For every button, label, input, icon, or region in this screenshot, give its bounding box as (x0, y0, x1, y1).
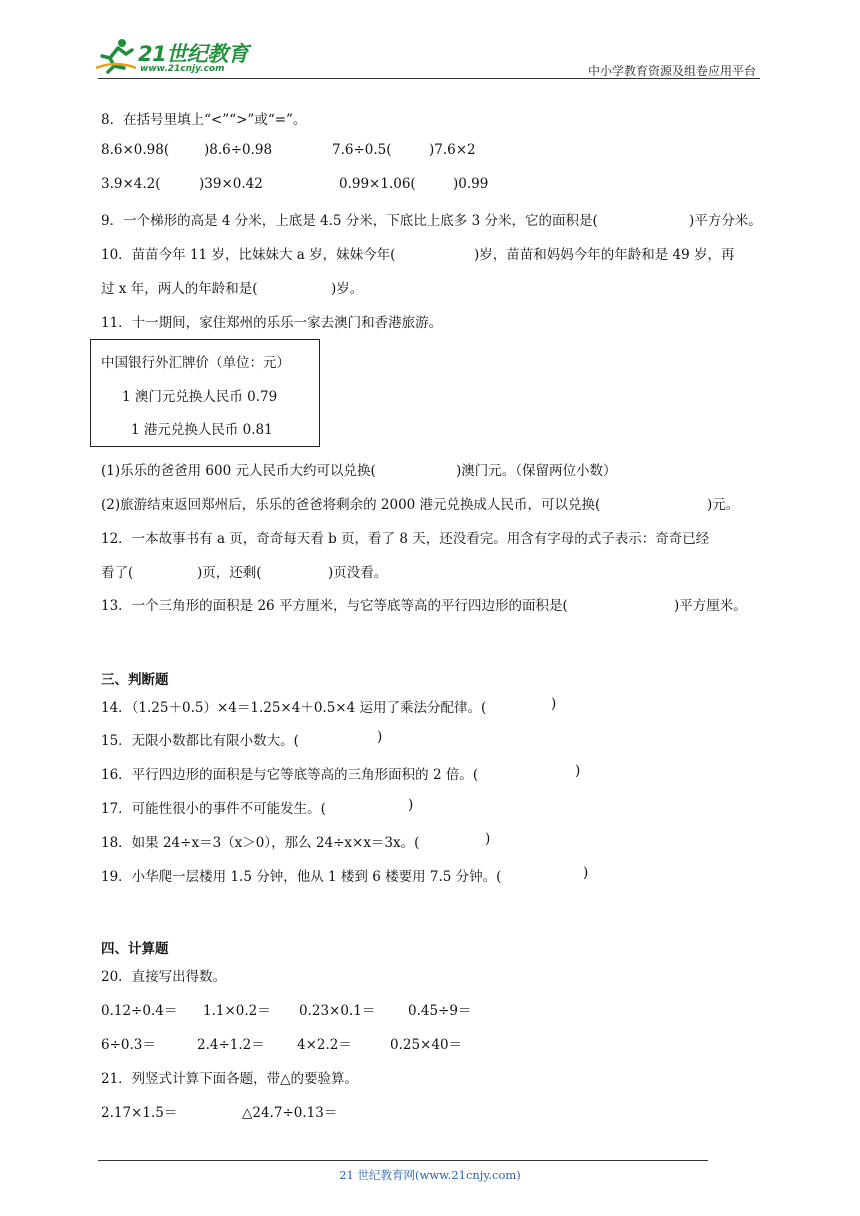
site-logo (92, 36, 272, 78)
logo-url: www.21cnjy.com (140, 64, 225, 74)
q12-line2-b: )页，还剩( (197, 565, 262, 581)
calc-item: 6÷0.3＝ (101, 1037, 156, 1053)
calc-item: 2.4÷1.2＝ (197, 1037, 265, 1053)
q18-close: ) (485, 831, 491, 847)
section3-title: 三、判断题 (101, 672, 169, 688)
calc-item: △24.7÷0.13＝ (242, 1105, 338, 1121)
q11-part1-a: (1)乐乐的爸爸用 600 元人民币大约可以兑换( (101, 463, 376, 479)
q8-row1-c: 7.6÷0.5( (332, 142, 392, 158)
q16-close: ) (575, 763, 581, 779)
calc-item: 1.1×0.2＝ (203, 1003, 271, 1019)
q12-line2-a: 看了( (101, 565, 134, 581)
q8-row2-b: )39×0.42 (199, 176, 263, 192)
q8-row1-d: )7.6×2 (429, 142, 476, 158)
q8-title: 8．在括号里填上“<”“>”或“=”。 (101, 112, 307, 128)
q14-text: 14．（1.25＋0.5）×4＝1.25×4＋0.5×4 运用了乘法分配律。( (101, 700, 487, 716)
exchange-rate-mop: 1 澳门元兑换人民币 0.79 (122, 389, 278, 405)
q13-unit: )平方厘米。 (674, 598, 747, 614)
calc-item: 0.45÷9＝ (408, 1003, 472, 1019)
q10-line1-b: )岁，苗苗和妈妈今年的年龄和是 49 岁，再 (474, 247, 735, 263)
q8-row2-c: 0.99×1.06( (339, 176, 416, 192)
q13-text: 13．一个三角形的面积是 26 平方厘米，与它等底等高的平行四边形的面积是( (101, 598, 568, 614)
exchange-rate-hkd: 1 港元兑换人民币 0.81 (131, 422, 273, 438)
q21-text: 21．列竖式计算下面各题，带△的要验算。 (101, 1071, 359, 1087)
q12-line2-c: )页没看。 (328, 565, 388, 581)
q15-close: ) (377, 729, 383, 745)
section4-title: 四、计算题 (101, 941, 169, 957)
q19-text: 19．小华爬一层楼用 1.5 分钟，他从 1 楼到 6 楼要用 7.5 分钟。( (101, 869, 502, 885)
header-platform-name: 中小学教育资源及组卷应用平台 (587, 64, 756, 78)
q11-part2-b: )元。 (707, 497, 740, 513)
q20-text: 20．直接写出得数。 (101, 969, 227, 985)
q12-line1: 12．一本故事书有 a 页，奇奇每天看 b 页，看了 8 天，还没看完。用含有字母的式子表示：奇奇已经 (101, 531, 710, 547)
q8-row2-d: )0.99 (453, 176, 489, 192)
q17-close: ) (408, 797, 414, 813)
calc-item: 0.25×40＝ (390, 1037, 463, 1053)
q9-text: 9．一个梯形的高是 4 分米，上底是 4.5 分米，下底比上底多 3 分米，它的面积是( (101, 213, 598, 229)
q9-unit: )平方分米。 (689, 213, 762, 229)
q11-part1-b: )澳门元。（保留两位小数） (456, 463, 617, 479)
calc-item: 0.23×0.1＝ (299, 1003, 376, 1019)
q11-text: 11．十一期间，家住郑州的乐乐一家去澳门和香港旅游。 (101, 315, 443, 331)
calc-item: 2.17×1.5＝ (101, 1105, 178, 1121)
q14-close: ) (551, 696, 557, 712)
runner-logo-icon (96, 38, 136, 74)
q10-line2-b: )岁。 (331, 281, 364, 297)
exchange-rate-box (90, 339, 320, 447)
q18-text: 18．如果 24÷x＝3（x＞0），那么 24÷x×x＝3x。( (101, 835, 420, 851)
calc-item: 0.12÷0.4＝ (101, 1003, 178, 1019)
q16-text: 16．平行四边形的面积是与它等底等高的三角形面积的 2 倍。( (101, 767, 479, 783)
q17-text: 17．可能性很小的事件不可能发生。( (101, 801, 326, 817)
q19-close: ) (583, 865, 589, 881)
q10-line1-a: 10．苗苗今年 11 岁，比妹妹大 a 岁，妹妹今年( (101, 247, 396, 263)
q8-row1-a: 8.6×0.98( (101, 142, 170, 158)
exchange-box-title: 中国银行外汇牌价（单位：元） (101, 355, 290, 371)
q11-part2-a: (2)旅游结束返回郑州后，乐乐的爸爸将剩余的 2000 港元兑换成人民币，可以兑换( (101, 497, 601, 513)
q10-line2-a: 过 x 年，两人的年龄和是( (101, 281, 258, 297)
q8-row2-a: 3.9×4.2( (101, 176, 161, 192)
q8-row1-b: )8.6÷0.98 (204, 142, 273, 158)
footer-text: 21 世纪教育网(www.21cnjy.com) (339, 1168, 521, 1182)
logo-text: 21世纪教育 (138, 42, 249, 66)
calc-item: 4×2.2＝ (297, 1037, 352, 1053)
footer-divider (98, 1160, 708, 1161)
header-divider (98, 78, 760, 79)
q15-text: 15．无限小数都比有限小数大。( (101, 733, 299, 749)
